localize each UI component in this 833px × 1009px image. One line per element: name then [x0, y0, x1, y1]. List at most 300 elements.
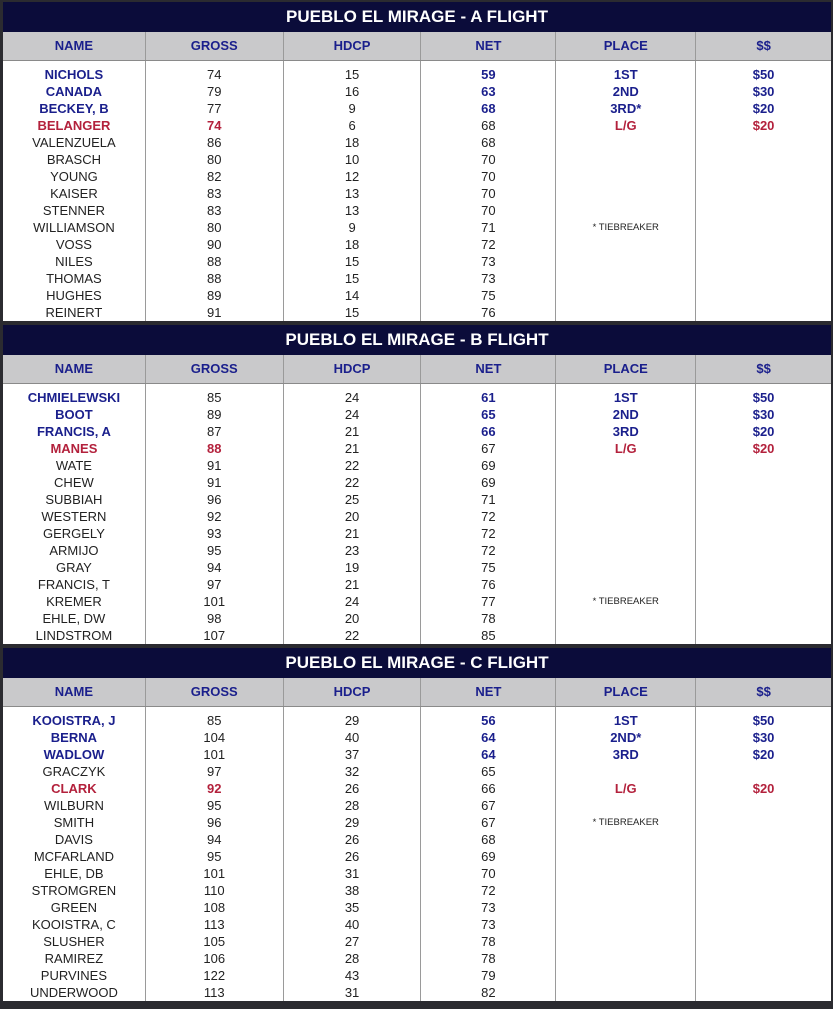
net-cell: 61	[481, 390, 496, 405]
gross-cell: 94	[207, 560, 222, 575]
money-cell	[696, 882, 831, 899]
money-cell	[696, 304, 831, 321]
hdcp-cell: 24	[344, 407, 360, 422]
flight-section	[3, 648, 831, 1001]
net-cell: 78	[481, 951, 496, 966]
place-cell	[556, 542, 695, 559]
net-cell: 68	[481, 118, 496, 133]
name-cell: GERGELY	[42, 526, 105, 541]
gross-cell: 90	[207, 237, 222, 252]
money-cell	[696, 253, 831, 270]
money-cell	[696, 950, 831, 967]
net-cell: 76	[481, 577, 496, 592]
column-header-money: $$	[695, 678, 831, 706]
place-cell	[556, 627, 695, 644]
net-column	[420, 384, 555, 644]
gross-cell: 74	[207, 118, 222, 133]
name-cell: SLUSHER	[43, 934, 105, 949]
name-cell: CANADA	[45, 84, 103, 99]
hdcp-cell: 38	[344, 883, 360, 898]
money-cell: $20	[752, 424, 775, 439]
name-cell: FRANCIS, A	[36, 424, 111, 439]
name-cell: BRASCH	[46, 152, 101, 167]
column-header-net: NET	[420, 355, 555, 383]
place-cell	[556, 882, 695, 899]
gross-cell: 85	[207, 390, 222, 405]
hdcp-cell: 40	[344, 730, 360, 745]
money-cell	[696, 763, 831, 780]
gross-cell: 96	[207, 492, 222, 507]
gross-cell: 113	[203, 985, 225, 1000]
place-cell	[556, 474, 695, 491]
net-cell: 73	[481, 271, 496, 286]
column-header-money: $$	[695, 355, 831, 383]
flight-title: PUEBLO EL MIRAGE - B FLIGHT	[3, 325, 831, 355]
money-cell	[696, 933, 831, 950]
money-column	[695, 61, 831, 321]
money-cell	[696, 542, 831, 559]
flight-title: PUEBLO EL MIRAGE - A FLIGHT	[3, 2, 831, 32]
name-cell: VOSS	[55, 237, 92, 252]
hdcp-cell: 9	[348, 101, 356, 116]
hdcp-cell: 13	[344, 203, 360, 218]
name-cell: WATE	[55, 458, 92, 473]
net-cell: 64	[481, 747, 496, 762]
net-cell: 70	[481, 186, 496, 201]
gross-cell: 83	[207, 203, 222, 218]
name-cell: BELANGER	[37, 118, 111, 133]
hdcp-cell: 21	[344, 424, 360, 439]
tiebreaker-note: * TIEBREAKER	[592, 817, 659, 828]
hdcp-cell: 25	[344, 492, 360, 507]
money-cell: $30	[752, 730, 775, 745]
net-cell: 59	[481, 67, 496, 82]
gross-cell: 80	[207, 220, 222, 235]
gross-column	[145, 384, 283, 644]
name-cell: EHLE, DB	[44, 866, 104, 881]
name-cell: THOMAS	[46, 271, 102, 286]
place-cell	[556, 899, 695, 916]
net-cell: 78	[481, 934, 496, 949]
name-cell: RAMIREZ	[44, 951, 104, 966]
hdcp-cell: 14	[344, 288, 360, 303]
hdcp-cell: 32	[344, 764, 360, 779]
money-cell	[696, 984, 831, 1001]
column-header-place: PLACE	[555, 355, 695, 383]
place-cell: 2ND	[612, 407, 639, 422]
gross-cell: 87	[207, 424, 222, 439]
tiebreaker-note: * TIEBREAKER	[592, 596, 659, 607]
place-cell	[556, 508, 695, 525]
money-cell	[696, 474, 831, 491]
table-header	[3, 678, 831, 706]
place-cell	[556, 525, 695, 542]
money-cell	[696, 610, 831, 627]
column-header-net: NET	[420, 678, 555, 706]
gross-cell: 89	[207, 288, 222, 303]
money-cell: $20	[752, 118, 775, 133]
place-cell: 1ST	[613, 390, 638, 405]
place-column	[555, 61, 695, 321]
name-cell: WILLIAMSON	[33, 220, 115, 235]
net-cell: 77	[481, 594, 496, 609]
hdcp-cell: 26	[344, 832, 360, 847]
net-cell: 70	[481, 203, 496, 218]
money-cell	[696, 848, 831, 865]
place-cell	[556, 916, 695, 933]
gross-cell: 101	[203, 866, 226, 881]
net-cell: 68	[481, 832, 496, 847]
net-cell: 73	[481, 254, 496, 269]
place-column	[555, 707, 695, 1001]
place-cell	[556, 151, 695, 168]
hdcp-cell: 9	[348, 220, 356, 235]
net-cell: 73	[481, 917, 496, 932]
net-column	[420, 707, 555, 1001]
hdcp-cell: 35	[344, 900, 360, 915]
gross-cell: 110	[203, 883, 225, 898]
name-cell: FRANCIS, T	[37, 577, 110, 592]
hdcp-cell: 20	[344, 611, 360, 626]
money-cell	[696, 219, 831, 236]
column-header-gross: GROSS	[145, 32, 283, 60]
hdcp-cell: 26	[344, 781, 360, 796]
name-cell: BECKEY, B	[39, 101, 109, 116]
hdcp-cell: 29	[344, 713, 360, 728]
hdcp-cell: 28	[344, 798, 360, 813]
gross-cell: 93	[207, 526, 222, 541]
gross-cell: 97	[207, 577, 222, 592]
place-cell	[556, 253, 695, 270]
money-cell	[696, 134, 831, 151]
column-header-name: NAME	[54, 361, 94, 376]
hdcp-column	[283, 707, 421, 1001]
net-column	[420, 61, 555, 321]
place-cell: 3RD	[612, 747, 639, 762]
gross-cell: 83	[207, 186, 222, 201]
place-cell	[556, 168, 695, 185]
name-cell: BERNA	[50, 730, 98, 745]
hdcp-cell: 19	[344, 560, 360, 575]
money-cell	[696, 270, 831, 287]
gross-cell: 82	[207, 169, 222, 184]
hdcp-cell: 22	[344, 628, 360, 643]
hdcp-cell: 21	[344, 526, 360, 541]
gross-cell: 97	[207, 764, 222, 779]
name-cell: MANES	[50, 441, 98, 456]
place-cell	[556, 933, 695, 950]
table-body	[3, 60, 831, 321]
name-cell: STROMGREN	[31, 883, 117, 898]
hdcp-cell: 24	[344, 594, 360, 609]
place-cell: 2ND	[612, 84, 639, 99]
name-cell: EHLE, DW	[42, 611, 106, 626]
place-cell	[556, 950, 695, 967]
gross-cell: 101	[203, 594, 226, 609]
net-cell: 76	[481, 305, 496, 320]
gross-cell: 80	[207, 152, 222, 167]
net-cell: 72	[481, 509, 496, 524]
place-cell: 2ND*	[610, 730, 642, 745]
money-cell: $20	[752, 781, 775, 796]
gross-cell: 98	[207, 611, 222, 626]
net-cell: 69	[481, 475, 496, 490]
name-cell: UNDERWOOD	[29, 985, 118, 1000]
hdcp-cell: 21	[344, 577, 360, 592]
hdcp-cell: 40	[344, 917, 360, 932]
money-cell	[696, 576, 831, 593]
gross-column	[145, 707, 283, 1001]
gross-cell: 95	[207, 849, 222, 864]
column-header-name: NAME	[54, 684, 94, 699]
net-cell: 69	[481, 458, 496, 473]
place-cell	[556, 797, 695, 814]
hdcp-cell: 28	[344, 951, 360, 966]
column-header-net: NET	[420, 32, 555, 60]
gross-cell: 101	[203, 747, 226, 762]
column-header-gross: GROSS	[145, 355, 283, 383]
gross-cell: 74	[207, 67, 222, 82]
money-cell: $20	[752, 101, 775, 116]
money-cell	[696, 508, 831, 525]
column-header-money: $$	[695, 32, 831, 60]
gross-cell: 92	[207, 509, 222, 524]
hdcp-cell: 37	[344, 747, 360, 762]
net-cell: 82	[481, 985, 496, 1000]
hdcp-cell: 31	[344, 866, 360, 881]
place-cell	[556, 270, 695, 287]
net-cell: 85	[481, 628, 496, 643]
column-header-hdcp: HDCP	[283, 355, 421, 383]
money-cell	[696, 797, 831, 814]
money-cell	[696, 593, 831, 610]
place-cell	[556, 185, 695, 202]
gross-cell: 107	[203, 628, 226, 643]
money-cell	[696, 831, 831, 848]
hdcp-cell: 22	[344, 475, 360, 490]
money-cell: $30	[752, 407, 775, 422]
net-cell: 70	[481, 866, 496, 881]
hdcp-cell: 15	[344, 305, 360, 320]
name-cell: NILES	[55, 254, 93, 269]
money-cell: $50	[752, 67, 775, 82]
net-cell: 71	[481, 220, 496, 235]
name-cell: KAISER	[50, 186, 98, 201]
gross-cell: 79	[207, 84, 222, 99]
gross-cell: 91	[207, 305, 222, 320]
hdcp-cell: 43	[344, 968, 360, 983]
money-cell	[696, 491, 831, 508]
net-cell: 65	[481, 764, 496, 779]
net-cell: 67	[481, 815, 496, 830]
money-cell	[696, 525, 831, 542]
money-column	[695, 384, 831, 644]
gross-cell: 91	[207, 458, 222, 473]
place-cell	[556, 848, 695, 865]
gross-cell: 95	[207, 798, 222, 813]
hdcp-cell: 18	[344, 135, 360, 150]
name-cell: SUBBIAH	[45, 492, 103, 507]
money-cell	[696, 202, 831, 219]
money-column	[695, 707, 831, 1001]
name-cell: HUGHES	[46, 288, 102, 303]
name-cell: DAVIS	[54, 832, 93, 847]
hdcp-cell: 6	[348, 118, 356, 133]
gross-cell: 86	[207, 135, 222, 150]
gross-cell: 122	[203, 968, 226, 983]
money-cell	[696, 899, 831, 916]
net-cell: 63	[481, 84, 496, 99]
gross-cell: 105	[203, 934, 226, 949]
gross-cell: 89	[207, 407, 222, 422]
net-cell: 67	[481, 441, 496, 456]
name-cell: YOUNG	[50, 169, 98, 184]
flight-section	[3, 2, 831, 321]
place-cell	[556, 865, 695, 882]
net-cell: 72	[481, 883, 496, 898]
money-cell	[696, 559, 831, 576]
name-column	[3, 707, 145, 1001]
table-header	[3, 32, 831, 60]
gross-cell: 94	[207, 832, 222, 847]
place-column	[555, 384, 695, 644]
net-cell: 71	[481, 492, 496, 507]
flight-title: PUEBLO EL MIRAGE - C FLIGHT	[3, 648, 831, 678]
place-cell	[556, 304, 695, 321]
hdcp-cell: 18	[344, 237, 360, 252]
money-cell: $20	[752, 441, 775, 456]
column-header-gross: GROSS	[145, 678, 283, 706]
hdcp-cell: 10	[344, 152, 360, 167]
net-cell: 72	[481, 543, 496, 558]
money-cell	[696, 287, 831, 304]
name-cell: WADLOW	[43, 747, 105, 762]
gross-cell: 108	[203, 900, 226, 915]
net-cell: 79	[481, 968, 496, 983]
tiebreaker-note: * TIEBREAKER	[592, 222, 659, 233]
hdcp-cell: 21	[344, 441, 360, 456]
name-cell: WESTERN	[41, 509, 107, 524]
name-cell: REINERT	[45, 305, 103, 320]
place-cell: L/G	[614, 441, 637, 456]
hdcp-cell: 23	[344, 543, 360, 558]
net-cell: 70	[481, 169, 496, 184]
gross-cell: 113	[203, 917, 225, 932]
place-cell: 3RD*	[610, 101, 642, 116]
name-cell: NICHOLS	[44, 67, 104, 82]
net-cell: 66	[481, 781, 496, 796]
hdcp-cell: 15	[344, 254, 360, 269]
net-cell: 78	[481, 611, 496, 626]
net-cell: 70	[481, 152, 496, 167]
net-cell: 75	[481, 560, 496, 575]
hdcp-cell: 20	[344, 509, 360, 524]
hdcp-cell: 24	[344, 390, 360, 405]
gross-cell: 88	[207, 441, 222, 456]
hdcp-cell: 16	[344, 84, 360, 99]
table-header	[3, 355, 831, 383]
name-cell: BOOT	[55, 407, 93, 422]
net-cell: 65	[481, 407, 496, 422]
name-cell: CHEW	[54, 475, 94, 490]
money-cell	[696, 151, 831, 168]
name-cell: GRACZYK	[42, 764, 106, 779]
name-cell: WILBURN	[43, 798, 104, 813]
place-cell	[556, 610, 695, 627]
net-cell: 68	[481, 135, 496, 150]
hdcp-column	[283, 61, 421, 321]
net-cell: 68	[481, 101, 496, 116]
column-header-place: PLACE	[555, 32, 695, 60]
money-cell	[696, 457, 831, 474]
place-cell	[556, 236, 695, 253]
hdcp-cell: 27	[344, 934, 360, 949]
place-cell	[556, 576, 695, 593]
name-column	[3, 61, 145, 321]
table-body	[3, 383, 831, 644]
gross-cell: 88	[207, 254, 222, 269]
hdcp-column	[283, 384, 421, 644]
gross-cell: 88	[207, 271, 222, 286]
place-cell	[556, 134, 695, 151]
name-cell: SMITH	[53, 815, 95, 830]
money-cell: $50	[752, 390, 775, 405]
place-cell	[556, 287, 695, 304]
gross-cell: 77	[207, 101, 222, 116]
money-cell	[696, 185, 831, 202]
name-cell: GREEN	[50, 900, 98, 915]
table-body	[3, 706, 831, 1001]
place-cell	[556, 831, 695, 848]
name-cell: GRAY	[55, 560, 92, 575]
hdcp-cell: 15	[344, 67, 360, 82]
column-header-name: NAME	[54, 38, 94, 53]
gross-column	[145, 61, 283, 321]
hdcp-cell: 22	[344, 458, 360, 473]
place-cell: L/G	[614, 118, 637, 133]
money-cell	[696, 814, 831, 831]
gross-cell: 95	[207, 543, 222, 558]
place-cell: L/G	[614, 781, 637, 796]
name-cell: MCFARLAND	[33, 849, 114, 864]
name-cell: PURVINES	[40, 968, 108, 983]
net-cell: 72	[481, 526, 496, 541]
gross-cell: 92	[207, 781, 222, 796]
money-cell	[696, 865, 831, 882]
net-cell: 64	[481, 730, 496, 745]
hdcp-cell: 26	[344, 849, 360, 864]
place-cell	[556, 202, 695, 219]
name-cell: KOOISTRA, J	[32, 713, 116, 728]
money-cell	[696, 627, 831, 644]
name-cell: STENNER	[42, 203, 105, 218]
net-cell: 69	[481, 849, 496, 864]
name-cell: KOOISTRA, C	[32, 917, 116, 932]
money-cell	[696, 967, 831, 984]
hdcp-cell: 15	[344, 271, 360, 286]
money-cell	[696, 236, 831, 253]
place-cell	[556, 559, 695, 576]
gross-cell: 104	[203, 730, 226, 745]
place-cell	[556, 763, 695, 780]
money-cell	[696, 916, 831, 933]
hdcp-cell: 12	[344, 169, 360, 184]
place-cell: 1ST	[613, 67, 638, 82]
name-cell: CHMIELEWSKI	[27, 390, 121, 405]
place-cell: 3RD	[612, 424, 639, 439]
gross-cell: 91	[207, 475, 222, 490]
net-cell: 75	[481, 288, 496, 303]
